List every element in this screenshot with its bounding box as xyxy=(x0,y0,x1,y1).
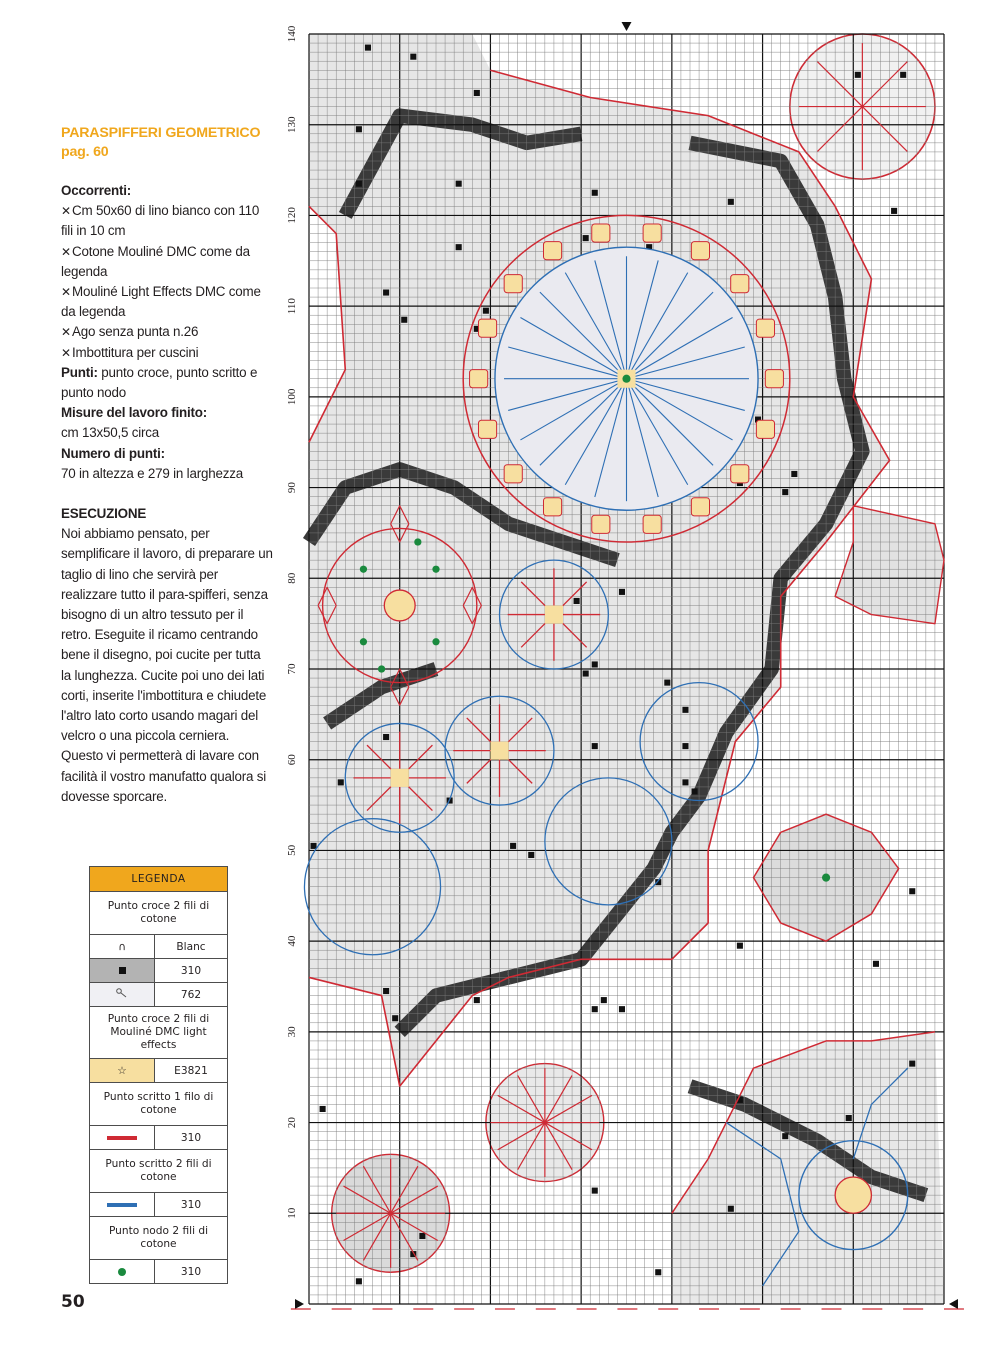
legend-section-heading: Punto nodo 2 fili di cotone xyxy=(90,1217,228,1260)
y-tick-label: 100 xyxy=(286,388,298,406)
single-stitch xyxy=(392,1015,398,1021)
gold-bead xyxy=(691,498,709,516)
y-tick-label: 90 xyxy=(286,482,298,494)
thread-code: 310 xyxy=(155,1126,228,1150)
execution-text: Noi abbiamo pensato, per semplificare il lavoro, di preparare un taglio di lino che servirà per realizzare tutto il para-spifferi, senza bisogno di un altro tessuto per il retro. Eseguite il ricamo centrando bene il disegno, poi cucite per tutta la lunghezza. Cucite poi uno dei lati corti, inserite l'imbottitura e chiudete l'altro lato corto usando magari del velcro o una piccola cerniera. Questo vi permetterà di lavare con facilità il vostro manufatto qualora si dovesse sporcare. xyxy=(61,526,273,804)
thread-code: Blanc xyxy=(155,935,228,959)
single-stitch xyxy=(383,988,389,994)
gold-bead xyxy=(478,319,496,337)
thread-code: E3821 xyxy=(155,1059,228,1083)
y-tick-label: 80 xyxy=(286,572,298,584)
rosette-center xyxy=(391,769,409,787)
gold-bead xyxy=(643,515,661,533)
single-stitch xyxy=(592,190,598,196)
gold-bead xyxy=(756,420,774,438)
cross-bullet-icon: ✕ xyxy=(61,204,71,219)
french-knot xyxy=(432,638,439,645)
single-stitch xyxy=(592,743,598,749)
legend-title: LEGENDA xyxy=(90,867,228,892)
single-stitch xyxy=(410,54,416,60)
gold-bead xyxy=(592,515,610,533)
arc-symbol-icon: ∩ xyxy=(90,935,155,959)
single-stitch xyxy=(900,72,906,78)
cross-bullet-icon: ✕ xyxy=(61,345,71,360)
star-symbol-icon: ☆ xyxy=(90,1059,155,1083)
gold-bead xyxy=(765,370,783,388)
right-center-arrow xyxy=(949,1299,958,1309)
single-stitch xyxy=(592,661,598,667)
page-number: 50 xyxy=(61,1292,85,1312)
single-stitch xyxy=(510,843,516,849)
single-stitch xyxy=(682,707,688,713)
y-tick-label: 30 xyxy=(286,1026,298,1038)
thread-code: 310 xyxy=(155,1193,228,1217)
rosette-center xyxy=(545,606,563,624)
gold-bead xyxy=(543,498,561,516)
single-stitch xyxy=(483,308,489,314)
french-knot xyxy=(378,665,385,672)
single-stitch xyxy=(782,489,788,495)
project-title: PARASPIFFERI GEOMETRICO xyxy=(61,125,261,141)
bottom-flower-center xyxy=(835,1177,871,1213)
materials-item: ✕Mouliné Light Effects DMC come da legenda xyxy=(61,284,261,320)
y-tick-label: 130 xyxy=(286,116,298,133)
single-stitch xyxy=(909,888,915,894)
french-knot xyxy=(622,375,630,383)
y-tick-label: 140 xyxy=(286,25,298,43)
materials-item: ✕Cm 50x60 di lino bianco con 110 fili in 10 cm xyxy=(61,203,260,239)
single-stitch xyxy=(692,788,698,794)
single-stitch xyxy=(401,317,407,323)
gold-bead xyxy=(691,242,709,260)
single-stitch xyxy=(365,45,371,51)
french-knot xyxy=(822,874,830,882)
single-stitch xyxy=(855,72,861,78)
single-stitch xyxy=(737,943,743,949)
single-stitch xyxy=(383,290,389,296)
star-flower-center xyxy=(384,590,415,621)
single-stitch xyxy=(619,589,625,595)
single-stitch xyxy=(592,1188,598,1194)
single-stitch xyxy=(383,734,389,740)
legend-section-heading: Punto scritto 2 fili di cotone xyxy=(90,1150,228,1193)
top-center-arrow xyxy=(622,22,632,31)
single-stitch xyxy=(655,1269,661,1275)
single-stitch xyxy=(356,126,362,132)
cross-bullet-icon: ✕ xyxy=(61,325,71,340)
french-knot xyxy=(432,566,439,573)
single-stitch xyxy=(574,598,580,604)
single-stitch xyxy=(782,1133,788,1139)
thread-code: 310 xyxy=(155,959,228,983)
single-stitch xyxy=(456,181,462,187)
gold-bead xyxy=(543,242,561,260)
execution-heading: ESECUZIONE xyxy=(61,506,147,522)
thread-code: 762 xyxy=(155,983,228,1007)
rosette-center xyxy=(490,742,508,760)
thread-code: 310 xyxy=(155,1260,228,1284)
grid-lines xyxy=(309,34,944,1304)
y-tick-label: 50 xyxy=(286,844,298,856)
legend-section-heading: Punto scritto 1 filo di cotone xyxy=(90,1083,228,1126)
materials-item: ✕Imbottitura per cuscini xyxy=(61,343,273,363)
single-stitch xyxy=(583,671,589,677)
single-stitch xyxy=(846,1115,852,1121)
materials-heading: Occorrenti: xyxy=(61,183,131,198)
cross-bullet-icon: ✕ xyxy=(61,285,71,300)
single-stitch xyxy=(474,90,480,96)
gold-bead xyxy=(731,465,749,483)
gold-bead xyxy=(504,275,522,293)
single-stitch xyxy=(583,235,589,241)
y-tick-label: 20 xyxy=(286,1117,298,1129)
finished-size-label: Misure del lavoro finito: xyxy=(61,405,208,421)
gold-bead xyxy=(504,465,522,483)
stitches-detail: Punti: punto croce, punto scritto e punto nodo xyxy=(61,364,258,401)
single-stitch xyxy=(474,997,480,1003)
single-stitch xyxy=(791,471,797,477)
gold-bead xyxy=(470,370,488,388)
single-stitch xyxy=(664,680,670,686)
materials-item: ✕Ago senza punta n.26 xyxy=(61,322,273,342)
single-stitch xyxy=(891,208,897,214)
materials-item: ✕Cotone Mouliné DMC come da legenda xyxy=(61,243,250,279)
cross-bullet-icon: ✕ xyxy=(61,244,71,259)
y-tick-label: 60 xyxy=(286,754,298,766)
french-knot xyxy=(360,566,367,573)
y-tick-label: 40 xyxy=(286,935,298,947)
gold-bead xyxy=(643,224,661,242)
legend-section-heading: Punto croce 2 fili di Mouliné DMC light effects xyxy=(90,1007,228,1059)
finished-size-value: cm 13x50,5 circa xyxy=(61,425,160,441)
single-stitch xyxy=(338,779,344,785)
single-stitch xyxy=(909,1061,915,1067)
gold-bead xyxy=(756,319,774,337)
single-stitch xyxy=(728,199,734,205)
single-stitch xyxy=(682,779,688,785)
y-axis-ticks xyxy=(286,25,298,1219)
single-stitch xyxy=(320,1106,326,1112)
y-tick-label: 10 xyxy=(286,1207,298,1219)
single-stitch xyxy=(619,1006,625,1012)
french-knot xyxy=(414,538,421,545)
single-stitch xyxy=(592,1006,598,1012)
single-stitch xyxy=(419,1233,425,1239)
gold-bead xyxy=(478,420,496,438)
single-stitch xyxy=(601,997,607,1003)
single-stitch xyxy=(528,852,534,858)
single-stitch xyxy=(873,961,879,967)
single-stitch xyxy=(682,743,688,749)
gold-bead xyxy=(592,224,610,242)
y-tick-label: 70 xyxy=(286,663,298,675)
gold-bead xyxy=(731,275,749,293)
single-stitch xyxy=(356,181,362,187)
legend-section-heading: Punto croce 2 fili di cotone xyxy=(90,892,228,935)
single-stitch xyxy=(456,244,462,250)
single-stitch xyxy=(728,1206,734,1212)
y-tick-label: 120 xyxy=(286,207,298,224)
y-tick-label: 110 xyxy=(286,298,298,315)
stitch-count-label: Numero di punti: xyxy=(61,445,165,461)
single-stitch xyxy=(311,843,317,849)
project-page-ref: pag. 60 xyxy=(61,144,109,160)
single-stitch xyxy=(356,1278,362,1284)
stitch-count-value: 70 in altezza e 279 in larghezza xyxy=(61,465,243,481)
left-center-arrow xyxy=(295,1299,304,1309)
french-knot xyxy=(360,638,367,645)
